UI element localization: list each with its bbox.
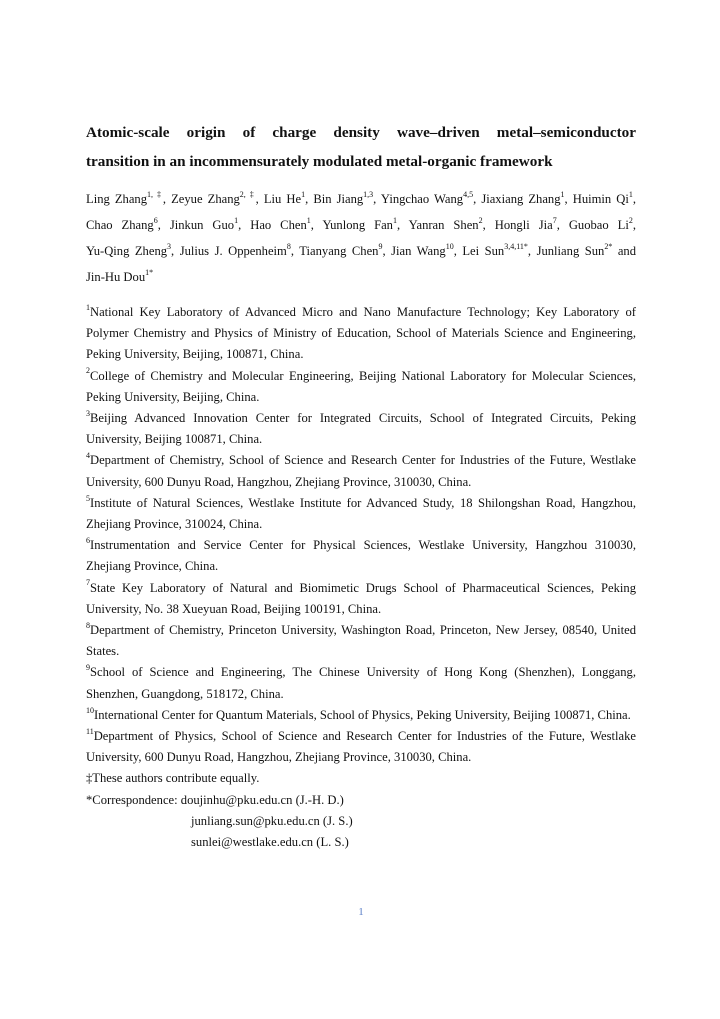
author-name	[86, 241, 172, 258]
author-name	[86, 267, 154, 284]
author-name-text: Liu He	[263, 192, 302, 206]
affiliation-item	[86, 493, 636, 535]
author-name-text: Yunlong Fan	[322, 218, 393, 232]
affiliation-list	[86, 302, 636, 853]
correspondence-email-2: junliang.sun@pku.edu.cn (J. S.)	[191, 813, 353, 828]
affiliation-item	[86, 705, 636, 726]
author-name-text: Jian Wang	[391, 244, 446, 258]
correspondence-email-3: sunlei@westlake.edu.cn (L. S.)	[191, 835, 349, 850]
author-affiliation-sup: 9	[378, 241, 383, 251]
author-name-text: Yanran Shen	[408, 218, 479, 232]
affiliation-item	[86, 366, 636, 408]
author-name-text: Lei Sun	[462, 244, 505, 258]
author-affiliation-sup: 3,4,11*	[504, 241, 528, 251]
author-name-text: Julius J. Oppenheim	[179, 244, 287, 258]
affiliation-item	[86, 578, 636, 620]
affiliation-item	[86, 535, 636, 577]
affiliation-number: 1	[86, 302, 90, 312]
affiliation-number: 4	[86, 451, 90, 461]
author-name	[380, 189, 474, 206]
author-name	[171, 189, 256, 206]
affiliation-number: 6	[86, 536, 90, 546]
affiliation-text: Department of Physics, School of Science and Research Center for Industries of the Future, Westlake University, 600 Dunyu Road, Hangzhou, Zhejiang Province, 310030, China.	[86, 729, 636, 765]
author-name-text: Hao Chen	[250, 218, 307, 232]
author-affiliation-sup: 1, ‡	[147, 189, 163, 199]
affiliation-text: National Key Laboratory of Advanced Micro and Nano Manufacture Technology; Key Laboratory of Polymer Chemistry and Physics of Ministry of Education, School of Materials Science and Engineering, Peking University, Beijing, 100871, China.	[86, 305, 636, 362]
affiliation-number: 9	[86, 663, 90, 673]
affiliation-number: 8	[86, 620, 90, 630]
affiliation-text: International Center for Quantum Materials, School of Physics, Peking University, Beijing 100871, China.	[94, 707, 631, 722]
affiliation-text: Instrumentation and Service Center for Physical Sciences, Westlake University, Hangzhou 310030, Zhejiang Province, China.	[86, 538, 636, 574]
affiliation-text: Beijing Advanced Innovation Center for Integrated Circuits, School of Integrated Circuits, Peking University, Beijing 100871, China.	[86, 411, 636, 447]
author-name-text: Tianyang Chen	[299, 244, 379, 258]
affiliation-item	[86, 302, 636, 366]
author-affiliation-sup: 1	[392, 215, 397, 225]
affiliation-text: Institute of Natural Sciences, Westlake Institute for Advanced Study, 18 Shilongshan Road, Hangzhou, Zhejiang Province, 310024, China.	[86, 495, 636, 532]
author-name	[408, 215, 483, 232]
author-list: Ling Zhang$^{1, \ddagger}$, Zeyue Zhang$^{2, \ddagger}$, Liu He$^1$, Bin Jiang$^{1,3}$, Yingchao Wang$^{4,5}$, Jiaxiang Zhang$^1$, Huimin Qi$^1$, Chao Zhang$^6$, Jinkun Guo$^1$, Hao Chen$^1$, Yunlong Fan$^1$, Yanran Shen$^2$, Hongli Jia$^7$, Guobao Li$^2$, Yu-Qing Zheng$^3$, Julius J. Oppenheim$^8$, Tianyang Chen$^9$, Jian Wang$^{10}$, Lei Sun$^{3,4,11*}$, Junliang Sun$^{2*}$ and Jin-Hu Dou$^{1*}$	[86, 189, 637, 284]
author-name	[299, 241, 383, 258]
affiliation-item	[86, 620, 636, 662]
author-affiliation-sup: 1	[560, 189, 565, 199]
author-affiliation-sup: 1	[306, 215, 311, 225]
author-affiliation-sup: 7	[552, 215, 557, 225]
author-affiliation-sup: 1,3	[363, 189, 374, 199]
author-name-text: Jin-Hu Dou	[86, 270, 146, 284]
author-affiliation-sup: 1	[628, 189, 633, 199]
author-name-text: Bin Jiang	[313, 192, 364, 206]
author-name-text: Chao Zhang	[86, 218, 154, 232]
title-line-2: transition in an incommensurately modulated metal-organic framework	[86, 153, 553, 170]
author-name-text: Yu-Qing Zheng	[86, 244, 168, 258]
equal-contribution-note: ‡These authors contribute equally.	[86, 771, 260, 786]
author-affiliation-sup: 2, ‡	[239, 189, 256, 199]
correspondence	[86, 790, 636, 854]
author-name	[391, 241, 454, 258]
author-affiliation-sup: 6	[153, 215, 158, 225]
author-name	[568, 215, 633, 232]
affiliation-item	[86, 450, 636, 492]
author-affiliation-sup: 8	[286, 241, 291, 251]
page-number: 1	[358, 906, 364, 918]
author-affiliation-sup: 3	[167, 241, 172, 251]
author-name	[494, 215, 557, 232]
affiliation-text: Department of Chemistry, School of Science and Research Center for Industries of the Future, Westlake University, 600 Dunyu Road, Hangzhou, Zhejiang Province, 310030, China.	[86, 453, 636, 489]
author-affiliation-sup: 1	[234, 215, 239, 225]
affiliation-text: Department of Chemistry, Princeton University, Washington Road, Princeton, New Jersey, 08540, United States.	[86, 623, 636, 659]
affiliation-number: 11	[86, 726, 94, 736]
correspondence-email-1: doujinhu@pku.edu.cn (J.-H. D.)	[180, 792, 344, 807]
author-name	[322, 215, 397, 232]
author-affiliation-sup: 4,5	[463, 189, 474, 199]
author-name	[179, 241, 291, 258]
author-affiliation-sup: 2	[628, 215, 633, 225]
author-name	[536, 241, 613, 258]
author-affiliation-sup: 1*	[145, 267, 154, 277]
author-name	[169, 215, 239, 232]
author-name	[462, 241, 528, 258]
author-name-text: Jinkun Guo	[169, 218, 235, 232]
author-name-text: Hongli Jia	[494, 218, 553, 232]
author-affiliation-sup: 2*	[604, 241, 613, 251]
affiliation-text: State Key Laboratory of Natural and Biomimetic Drugs School of Pharmaceutical Sciences, Peking University, No. 38 Xueyuan Road, Beijing 100191, China.	[86, 580, 636, 616]
author-affiliation-sup: 1	[301, 189, 306, 199]
author-name-text: Junliang Sun	[536, 244, 605, 258]
author-name	[263, 189, 306, 206]
author-name	[86, 215, 158, 232]
author-name	[313, 189, 374, 206]
affiliation-number: 10	[86, 705, 94, 715]
author-name	[86, 189, 163, 206]
affiliation-item	[86, 662, 636, 704]
author-affiliation-sup: 10	[445, 241, 454, 251]
affiliation-number: 3	[86, 408, 90, 418]
author-name	[250, 215, 311, 232]
affiliation-item	[86, 726, 636, 768]
author-name-text: Huimin Qi	[572, 192, 629, 206]
title-line-1: Atomic-scale origin of charge density wave–driven metal–semiconductor	[86, 124, 636, 141]
author-name-text: Ling Zhang	[86, 192, 148, 206]
affiliation-text: School of Science and Engineering, The Chinese University of Hong Kong (Shenzhen), Longgang, Shenzhen, Guangdong, 518172, China.	[86, 665, 636, 701]
affiliation-text: College of Chemistry and Molecular Engineering, Beijing National Laboratory for Molecular Sciences, Peking University, Beijing, China.	[86, 368, 636, 404]
affiliation-number: 5	[86, 493, 90, 503]
author-name	[481, 189, 565, 206]
affiliation-number: 2	[86, 366, 90, 376]
affiliation-item	[86, 408, 636, 450]
paper-title	[86, 118, 636, 176]
affiliation-number: 7	[86, 578, 90, 588]
author-name-text: Guobao Li	[568, 218, 629, 232]
author-affiliation-sup: 2	[478, 215, 483, 225]
correspondence-label: *Correspondence:	[86, 792, 181, 807]
author-name	[572, 189, 633, 206]
author-name-text: Yingchao Wang	[380, 192, 464, 206]
author-name-text: Zeyue Zhang	[171, 192, 240, 206]
author-name-text: Jiaxiang Zhang	[481, 192, 561, 206]
